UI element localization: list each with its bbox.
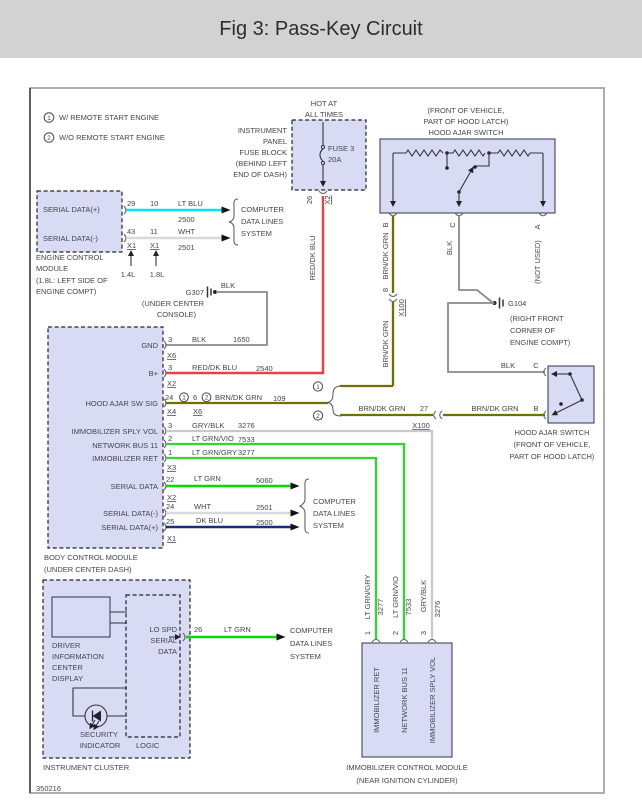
dic-display-box	[52, 597, 110, 637]
bcm-pin-bracket	[164, 454, 166, 462]
bcm-signal: HOOD AJAR SW SIG	[85, 399, 158, 408]
module-signal: NETWORK BUS 11	[400, 667, 409, 733]
bcm-pin-bracket	[164, 341, 166, 349]
connector-label: X3	[167, 463, 177, 472]
connector-label: X100	[397, 299, 406, 317]
connector-symbol	[400, 640, 408, 643]
module-location: (NEAR IGNITION CYLINDER)	[356, 776, 458, 785]
contact-dot	[473, 165, 477, 169]
system-label: COMPUTER	[290, 626, 333, 635]
system-label: SYSTEM	[290, 652, 321, 661]
wire-color-label: BRN/DK GRN	[358, 404, 406, 413]
ecm-pin-bracket	[124, 206, 126, 214]
ecm-serial-data-plus: SERIAL DATA(+)	[43, 205, 100, 214]
module-name: BODY CONTROL MODULE	[44, 553, 138, 562]
dic-label: DISPLAY	[52, 674, 84, 683]
circuit-number: 1650	[233, 335, 250, 344]
ground-location: CORNER OF	[510, 326, 555, 335]
doc-number: 350216	[36, 784, 62, 793]
system-label: COMPUTER	[313, 497, 356, 506]
brace	[300, 479, 309, 533]
legend-label-2: W/O REMOTE START ENGINE	[59, 133, 165, 142]
logic-signal: SERIAL	[150, 636, 177, 645]
system-label: SYSTEM	[241, 229, 272, 238]
logic-signal: DATA	[158, 647, 177, 656]
terminal-id: C	[448, 222, 457, 228]
ecm-pin-bracket	[124, 234, 126, 242]
wire-color-label: BRN/DK GRN	[381, 232, 390, 280]
power-source-label: HOT AT	[310, 99, 338, 108]
indicator-label: INDICATOR	[79, 741, 121, 750]
dic-label: DRIVER	[52, 641, 81, 650]
wire-color-label: LT GRN	[224, 625, 251, 634]
variant-symbol-2-num: 2	[316, 413, 320, 420]
pin-number: 26	[305, 195, 314, 205]
wire-color-label: RED/DK BLU	[308, 235, 317, 281]
wire-color-label: BRN/DK GRN	[471, 404, 519, 413]
wire-color-label: BLK	[192, 335, 207, 344]
wire-color-label: WHT	[194, 502, 212, 511]
contact-dot	[559, 402, 563, 406]
connector-symbol	[319, 191, 327, 194]
bcm-signal: SERIAL DATA(-)	[103, 509, 158, 518]
module-name: END OF DASH)	[233, 170, 287, 179]
dic-label: CENTER	[52, 663, 83, 672]
pin-number: 27	[419, 404, 429, 413]
pin-number: 24	[165, 393, 174, 402]
pin-number: 24	[166, 502, 175, 511]
connector-label: X1	[127, 241, 137, 250]
circuit-number: 2540	[256, 364, 273, 373]
system-label: SYSTEM	[313, 521, 344, 530]
ecm-serial-data-minus: SERIAL DATA(-)	[43, 234, 98, 243]
system-label: DATA LINES	[290, 639, 333, 648]
bcm-signal: GND	[141, 341, 158, 350]
terminal-id: B	[533, 404, 539, 413]
system-label: DATA LINES	[313, 509, 356, 518]
legend-symbol-2-num: 2	[47, 135, 51, 142]
bcm-signal: SERIAL DATA	[110, 482, 158, 491]
pin-number: 1	[168, 448, 173, 457]
pin-number: 1	[363, 630, 372, 636]
module-location: (UNDER CENTER DASH)	[44, 565, 132, 574]
pin-number: 2	[168, 434, 173, 443]
bcm-pin-bracket	[164, 440, 166, 448]
connector-label: X6	[193, 407, 203, 416]
engine-control-module	[36, 191, 222, 296]
ground-location: CONSOLE)	[156, 310, 196, 319]
variant-symbol-1-num: 1	[316, 384, 320, 391]
pin-number: 3	[168, 421, 173, 430]
system-label: DATA LINES	[241, 217, 284, 226]
module-location: (FRONT OF VEHICLE,	[513, 440, 591, 449]
pin-number: 3	[419, 630, 428, 636]
connector-symbol	[372, 640, 380, 643]
connector-label: X2	[323, 195, 332, 205]
connector-symbol	[440, 411, 442, 419]
wire-color-label: LT BLU	[178, 199, 203, 208]
bcm-pin-bracket	[164, 427, 166, 435]
connector-label: X100	[412, 421, 430, 430]
wire-color-label: LT GRN/GRY	[363, 574, 372, 620]
connector-label: X2	[167, 379, 177, 388]
ground-location: ENGINE COMPT)	[510, 338, 571, 347]
connector-symbol	[389, 299, 397, 302]
module-name: ENGINE CONTROL	[36, 253, 104, 262]
bcm-signal: IMMOBILIZER SPLY VOL	[71, 427, 158, 436]
pin-number: 25	[166, 517, 175, 526]
pin-number: 2	[391, 630, 400, 636]
module-name: FUSE BLOCK	[239, 148, 287, 157]
connector-symbol	[389, 294, 397, 297]
connector-label: X4	[167, 407, 177, 416]
wire-color-label: LT GRN	[194, 474, 221, 483]
wire-color-label: GRY/BLK	[419, 579, 428, 613]
pin-number: 22	[166, 475, 175, 484]
circuit-number: 2501	[178, 243, 195, 252]
module-name: IMMOBILIZER CONTROL MODULE	[346, 763, 468, 772]
circuit-number: 2501	[256, 503, 273, 512]
ground-g104	[448, 298, 571, 373]
bcm-signal: NETWORK BUS 11	[92, 441, 158, 450]
computer-data-lines-2	[300, 479, 357, 533]
ecm-pin: 43	[127, 227, 136, 236]
power-source-label: ALL TIMES	[305, 110, 343, 119]
wire-color-label: LT GRN/GRY	[192, 448, 238, 457]
splice-branch	[313, 382, 545, 430]
wire-color-label: BRN/DK GRN	[381, 320, 390, 368]
wire-color-label: WHT	[178, 227, 196, 236]
module-name: (1.8L: LEFT SIDE OF	[36, 276, 108, 285]
instrument-cluster	[43, 580, 277, 772]
figure-title: Fig 3: Pass-Key Circuit	[0, 0, 642, 58]
bcm-pin-bracket	[164, 369, 166, 377]
ground-id: G104	[508, 299, 527, 308]
wire-color-label: GRY/BLK	[192, 421, 225, 430]
legend	[44, 113, 165, 143]
module-name: INSTRUMENT	[237, 126, 287, 135]
module-name: HOOD AJAR SWITCH	[514, 428, 590, 437]
engine-variant-label: 1.8L	[149, 270, 165, 279]
wire-color-label: RED/DK BLU	[192, 363, 238, 372]
circuit-number: 3277	[238, 448, 255, 457]
connector-label: X1	[167, 534, 177, 543]
module-name: (BEHIND LEFT	[235, 159, 287, 168]
computer-data-lines-1	[229, 199, 285, 245]
circuit-number: 3276	[238, 421, 255, 430]
circuit-number: 5060	[256, 476, 273, 485]
pin-number: 8	[381, 287, 390, 293]
wire-color-label: DK BLU	[196, 516, 224, 525]
ecm-pin: 11	[150, 227, 158, 236]
bcm-signal: B+	[148, 369, 158, 378]
wire-color-label: LT GRN/VIO	[192, 434, 234, 443]
contact-dot	[445, 166, 449, 170]
connector-label: X1	[150, 241, 160, 250]
module-name: MODULE	[36, 264, 69, 273]
ground-id: G307	[185, 288, 204, 297]
wire-color-label: BLK	[500, 361, 516, 370]
connector-label: X2	[167, 493, 177, 502]
ground-location: (UNDER CENTER	[141, 299, 204, 308]
not-used-label: (NOT USED)	[533, 240, 542, 284]
bcm-signal: SERIAL DATA(+)	[101, 523, 158, 532]
connector-symbol	[434, 411, 436, 419]
circuit-number: 2500	[178, 215, 195, 224]
terminal-id: C	[533, 361, 539, 370]
module-name: ENGINE COMPT)	[36, 287, 97, 296]
module-signal: IMMOBILIZER SPLY VOL	[428, 656, 437, 744]
hood-ajar-switch-right	[510, 366, 595, 461]
dic-label: INFORMATION	[52, 652, 104, 661]
module-name: HOOD AJAR SWITCH	[428, 128, 504, 137]
legend-symbol-1-num: 1	[47, 115, 51, 122]
wire-color-label: LT GRN/VIO	[391, 576, 400, 618]
pin-number: 6	[193, 393, 198, 402]
variant-symbol-1-num: 1	[182, 394, 186, 402]
legend-label-1: W/ REMOTE START ENGINE	[59, 113, 160, 122]
wire-blk	[459, 216, 492, 302]
variant-symbol-2-num: 2	[204, 394, 209, 402]
fuse-label: FUSE 3	[328, 144, 355, 153]
module-signal: IMMOBILIZER RET	[372, 667, 381, 733]
logic-label: LOGIC	[136, 741, 160, 750]
ecm-pin: 10	[150, 199, 159, 208]
bcm-signal: IMMOBILIZER RET	[92, 454, 158, 463]
ecm-pin: 29	[127, 199, 136, 208]
connector-label: X6	[167, 351, 177, 360]
module-location: PART OF HOOD LATCH)	[509, 452, 595, 461]
ground-location: (RIGHT FRONT	[510, 314, 564, 323]
system-label: COMPUTER	[241, 205, 284, 214]
module-name: PANEL	[262, 137, 287, 146]
immobilizer-control-module	[346, 574, 467, 785]
pin-number: 3	[168, 363, 173, 372]
wire-color-label: BLK	[220, 281, 236, 290]
circuit-number: 3276	[433, 600, 442, 618]
module-location: PART OF HOOD LATCH)	[423, 117, 509, 126]
brace	[229, 199, 238, 245]
engine-variant-label: 1.4L	[120, 270, 136, 279]
indicator-label: SECURITY	[80, 730, 118, 739]
wire-color-label: BLK	[445, 240, 454, 256]
computer-data-lines-3	[290, 626, 334, 661]
pin-number: 26	[194, 625, 203, 634]
pin-number: 3	[168, 335, 173, 344]
wire-color-label: BRN/DK GRN	[215, 393, 263, 402]
brace	[327, 386, 341, 416]
circuit-number: 2500	[256, 518, 273, 527]
circuit-number: 7533	[238, 435, 255, 444]
fuse-rating: 20A	[328, 155, 342, 164]
hood-switch-box	[380, 139, 555, 213]
terminal-id: A	[533, 224, 542, 230]
module-name: INSTRUMENT CLUSTER	[43, 763, 130, 772]
module-location: (FRONT OF VEHICLE,	[427, 106, 505, 115]
connector-symbol	[428, 640, 436, 643]
circuit-number: 7533	[404, 598, 413, 616]
logic-signal: LO SPD	[149, 625, 177, 634]
circuit-number: 3277	[376, 598, 385, 616]
terminal-id: B	[381, 222, 390, 228]
circuit-number: 109	[273, 394, 286, 403]
